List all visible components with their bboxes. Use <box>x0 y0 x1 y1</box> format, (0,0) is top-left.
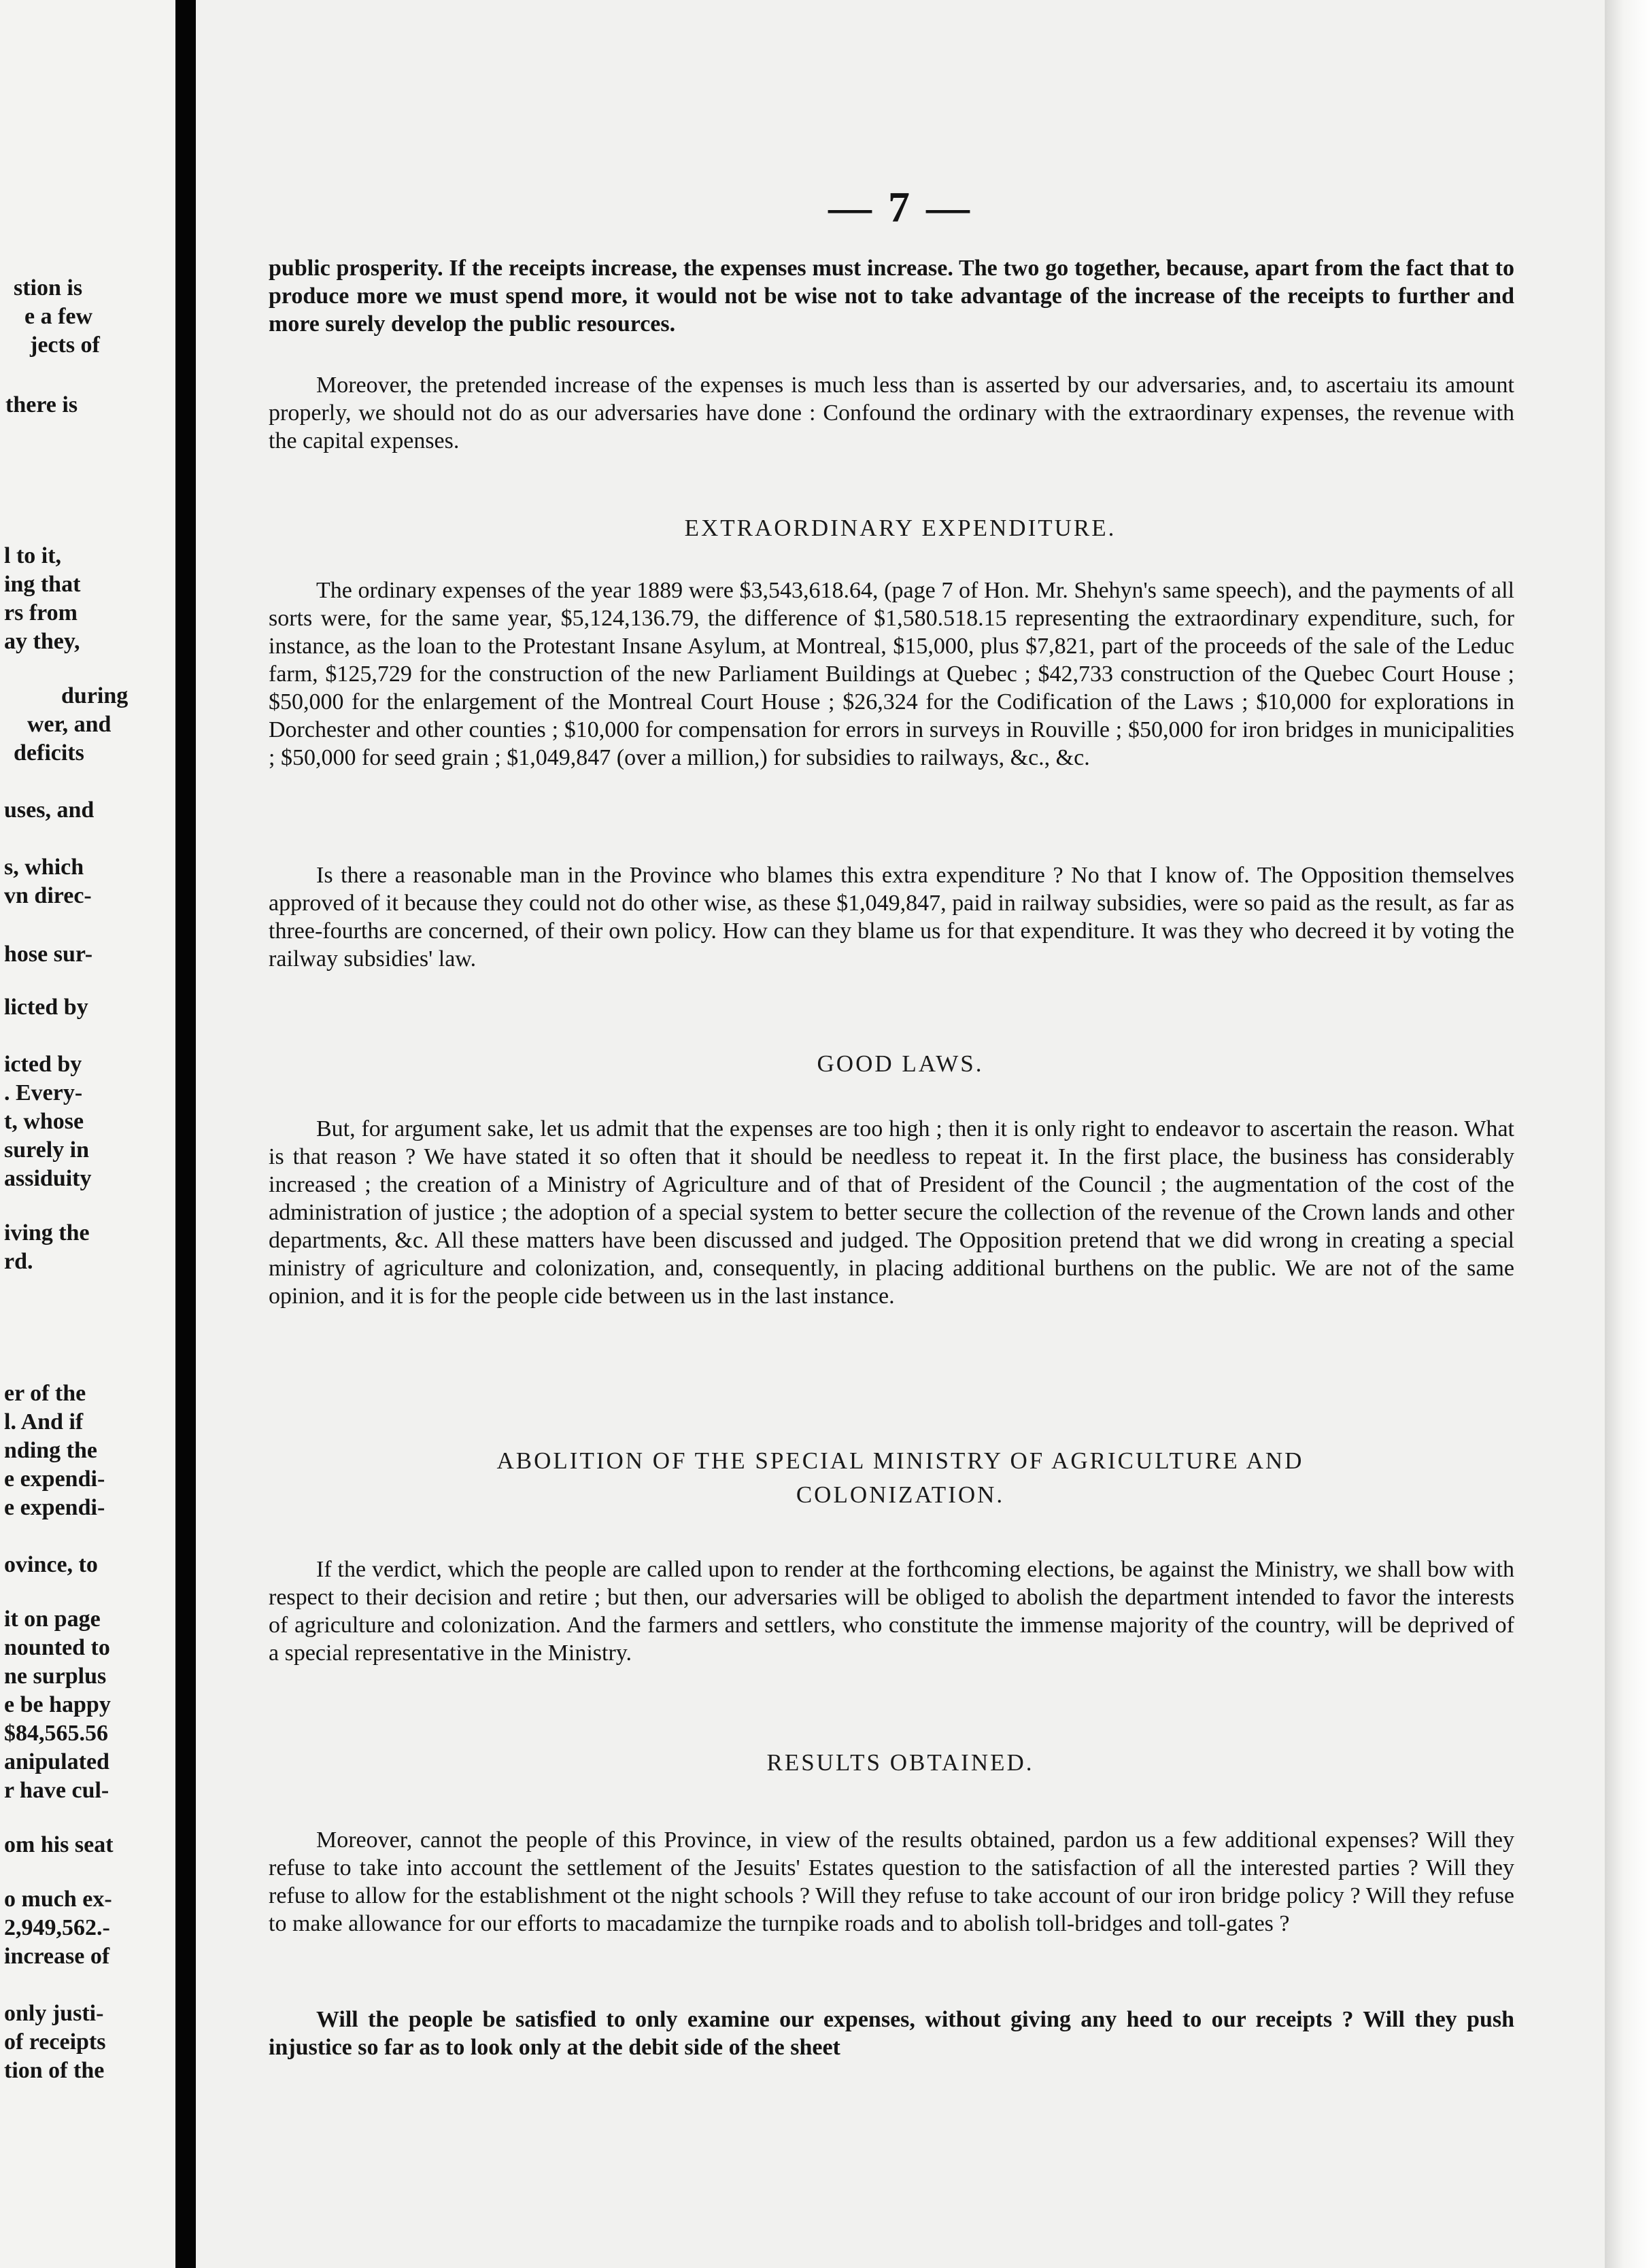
left-fragment: uses, and <box>4 797 95 823</box>
left-fragment: wer, and <box>27 712 112 737</box>
left-fragment: it on page <box>4 1606 101 1632</box>
left-fragment: hose sur- <box>4 942 93 967</box>
paragraph-public-prosperity: public prosperity. If the receipts increase, the expenses must increase. The two go together, because, apart from the fact that to produce more we must spend more, it would not be wise not to take advantage of the increase of the receipts to further and more surely develop the public resources. <box>269 256 1514 337</box>
left-fragment: e be happy <box>4 1692 111 1717</box>
left-fragment: er of the <box>4 1381 86 1406</box>
left-fragment: ing that <box>4 572 81 597</box>
left-fragment: e expendi- <box>4 1466 105 1492</box>
paragraph-argument-sake: But, for argument sake, let us admit that the expenses are too high ; then it is only right to endeavor to ascertain the reason. What is that reason ? We have stated it so often that it should be needless to repeat it. In the first place, the business has considerably increased ; the creation of a Ministry of Agriculture and of that of President of the Council ; the augmentation of the cost of the administration of justice ; the adoption of a special system to better secure the collection of the revenue of the Crown lands and other departments, &c. All these matters have been discussed and judged. The Opposition pretend that we did wrong in creating a special ministry of agriculture and colonization, and, consequently, in placing additional burthens on the public. We are not of the same opinion, and it is for the people cide between us in the last instance. <box>269 1116 1514 1309</box>
left-fragment: iving the <box>4 1220 90 1245</box>
left-fragment: ay they, <box>4 629 80 654</box>
left-fragment: e expendi- <box>4 1495 105 1520</box>
left-fragment: nounted to <box>4 1635 110 1660</box>
left-fragment: l. And if <box>4 1409 84 1434</box>
paragraph-pardon-expenses: Moreover, cannot the people of this Province, in view of the results obtained, pardon us a few additional expenses? Will they refuse to take into account the settlement of the Jesuits' Estates question to the satisfaction of all the interested parties ? Will they refuse to allow for the establishment ot the night schools ? Will they refuse to take account of our iron bridge policy ? Will they refuse to make allowance for our efforts to macadamize the turnpike roads and to abolish toll-bridges and toll-gates ? <box>269 1827 1514 1936</box>
left-fragment: 2,949,562.- <box>4 1915 110 1940</box>
left-fragment: ne surplus <box>4 1664 107 1689</box>
left-fragment: during <box>61 683 129 708</box>
left-fragment: r have cul- <box>4 1778 109 1803</box>
left-fragment: of receipts <box>4 2029 106 2055</box>
paragraph-pretended-increase: Moreover, the pretended increase of the expenses is much less than is asserted by our adversaries, and, to ascertaiu its amount properly, we should not do as our adversaries have done : Confound the ordinary with the extraordinary expenses, the revenue with the capital expenses. <box>269 373 1514 453</box>
left-fragment: t, whose <box>4 1109 84 1134</box>
left-fragment: o much ex- <box>4 1887 112 1912</box>
page-edge <box>1605 0 1651 2268</box>
left-fragment: rd. <box>4 1249 33 1274</box>
left-fragment: tion of the <box>4 2058 105 2083</box>
left-fragment: nding the <box>4 1438 97 1463</box>
paragraph-ordinary-expenses: The ordinary expenses of the year 1889 were $3,543,618.64, (page 7 of Hon. Mr. Shehyn's same speech), and the payments of all sorts were, for the same year, $5,124,136.79, the difference of $1,580.518.15 representing the extraordinary expenditure, such, for instance, as the loan to the Protestant Insane Asylum, at Montreal, $15,000, plus $7,821, part of the proceeds of the sale of the Leduc farm, $125,729 for the construction of the new Parliament Buildings at Quebec ; $42,733 construction of the Quebec Court House ; $50,000 for the enlargement of the Montreal Court House ; $26,324 for the Codification of the Laws ; $10,000 for explorations in Dorchester and other counties ; $10,000 for compensation for errors in surveys in Rouville ; $50,000 for iron bridges in municipalities ; $50,000 for seed grain ; $1,049,847 (over a million,) for subsidies to railways, &c., &c. <box>269 578 1514 770</box>
left-fragment: e a few <box>24 304 93 329</box>
heading-results-obtained: RESULTS OBTAINED. <box>766 1749 1034 1776</box>
left-fragment: deficits <box>14 740 84 766</box>
paragraph-people-satisfied: Will the people be satisfied to only examine our expenses, without giving any heed to our receipts ? Will they push injustice so far as to look only at the debit side of the sheet <box>269 2007 1514 2060</box>
left-fragment: anipulated <box>4 1749 109 1774</box>
left-fragment: licted by <box>4 995 88 1020</box>
left-fragment: s, which <box>4 855 84 880</box>
left-fragment: ovince, to <box>4 1552 98 1577</box>
left-fragment: only justi- <box>4 2001 104 2026</box>
left-fragment: assiduity <box>4 1166 92 1191</box>
document-page <box>196 0 1605 2268</box>
left-fragment: $84,565.56 <box>4 1721 108 1746</box>
heading-good-laws: GOOD LAWS. <box>817 1050 984 1077</box>
heading-extraordinary-expenditure: EXTRAORDINARY EXPENDITURE. <box>684 515 1117 541</box>
left-fragment: surely in <box>4 1137 90 1163</box>
left-fragment: . Every- <box>4 1080 83 1105</box>
left-fragment: l to it, <box>4 543 62 568</box>
left-fragment: vn direc- <box>4 883 92 908</box>
left-fragment: increase of <box>4 1944 110 1969</box>
left-fragment: there is <box>5 392 78 417</box>
paragraph-reasonable-man: Is there a reasonable man in the Province who blames this extra expenditure ? No that I know of. The Opposition themselves approved of it because they could not do other wise, as these $1,049,847, paid in railway subsidies, were so paid as the result, as far as three-fourths are concerned, of their own policy. How can they blame us for that expenditure. It was they who decreed it by voting the railway subsidies' law. <box>269 863 1514 972</box>
book-gutter <box>175 0 196 2268</box>
left-fragment: stion is <box>14 275 83 300</box>
page-number: — 7 — <box>828 183 972 231</box>
left-fragment: icted by <box>4 1052 82 1077</box>
left-fragment: rs from <box>4 600 78 625</box>
left-fragment: om his seat <box>4 1832 114 1857</box>
adjacent-page-fragment <box>0 0 175 2268</box>
paragraph-verdict: If the verdict, which the people are called upon to render at the forthcoming elections, be against the Ministry, we shall bow with respect to their decision and retire ; but then, our adversaries will be obliged to abolish the department intended to favor the interests of agriculture and colonization. And the farmers and settlers, who constitute the immense majority of the country, will be deprived of a special representative in the Ministry. <box>269 1557 1514 1666</box>
heading-abolition-ministry: ABOLITION OF THE SPECIAL MINISTRY OF AGRICULTURE AND COLONIZATION. <box>496 1447 1304 1508</box>
left-fragment: jects of <box>30 332 100 358</box>
